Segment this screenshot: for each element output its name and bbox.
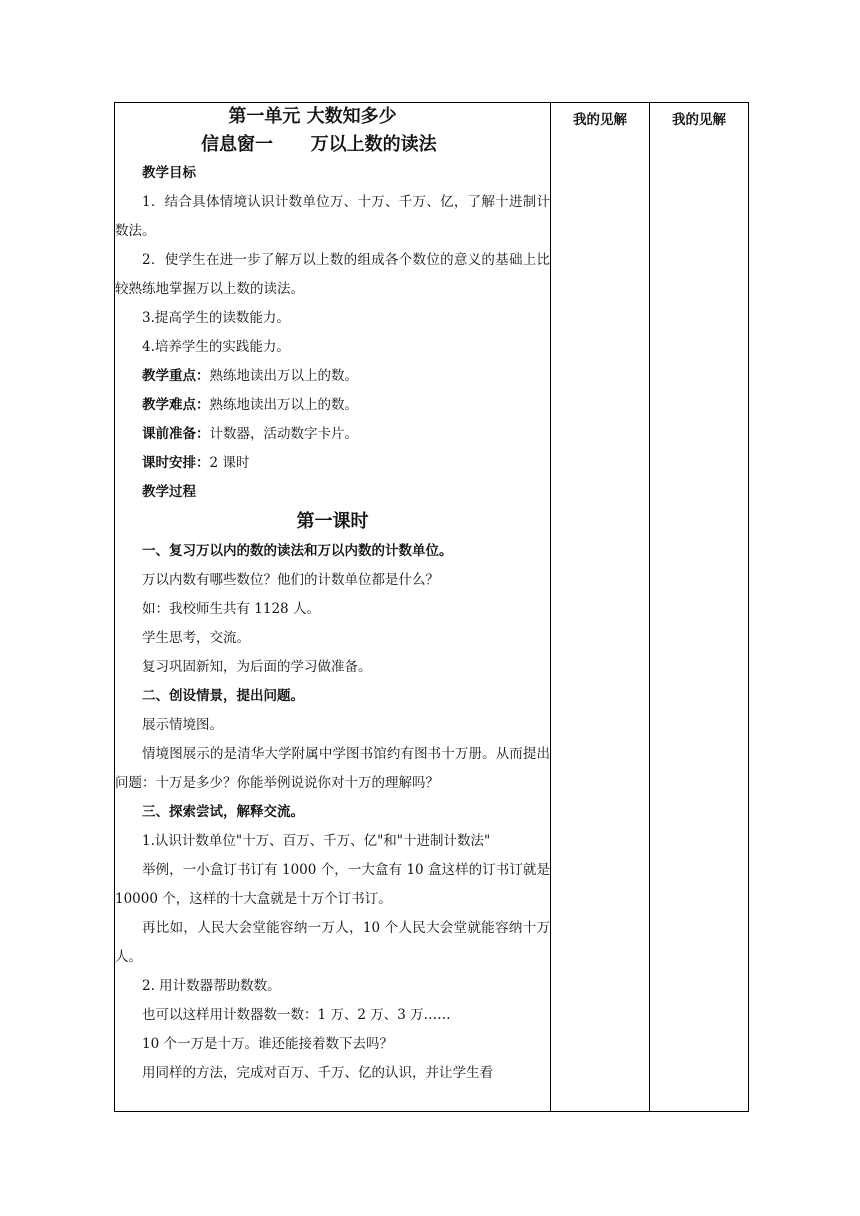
step3-item2: 2. 用计数器帮助数数。	[142, 978, 281, 994]
step3-item1: 1.认识计数单位"十万、百万、千万、亿"和"十进制计数法"	[142, 833, 491, 849]
notes-header-2: 我的见解	[672, 112, 726, 128]
lesson-plan-table	[114, 102, 749, 1112]
step1-question: 万以内数有哪些数位？他们的计数单位都是什么？	[142, 572, 439, 588]
step1-example: 如：我校师生共有 1128 人。	[142, 601, 320, 617]
step3-people: 再比如，人民大会堂能容纳一万人，10 个人民大会堂就能容纳十万人。	[115, 920, 550, 965]
key-point-text: 熟练地读出万以上的数。	[209, 368, 358, 384]
goal-3: 3.提高学生的读数能力。	[142, 310, 290, 326]
key-point-label: 教学重点：	[142, 368, 210, 384]
step1-think: 学生思考，交流。	[142, 630, 250, 646]
process-heading: 教学过程	[142, 484, 196, 500]
info-window-title: 信息窗一 万以上数的读法	[201, 134, 437, 155]
goals-heading: 教学目标	[142, 165, 196, 181]
notes-column-1	[551, 103, 650, 1112]
notes-column-2	[650, 103, 749, 1112]
step2-description: 情境图展示的是清华大学附属中学图书馆约有图书十万册。从而提出问题：十万是多少？你能举例说说你对十万的理解吗？	[115, 746, 550, 791]
unit-title: 第一单元 大数知多少	[228, 106, 397, 127]
preparation-label: 课前准备：	[142, 426, 210, 442]
step3-count: 也可以这样用计数器数一数：1 万、2 万、3 万……	[142, 1007, 451, 1023]
key-point	[115, 362, 550, 391]
step3-example: 举例，一小盒订书订有 1000 个，一大盒有 10 盒这样的订书订就是 10000 个，这样的十大盒就是十万个订书订。	[115, 862, 550, 907]
difficult-point-label: 教学难点：	[142, 397, 210, 413]
time-arrangement-text: 2 课时	[209, 455, 250, 471]
lesson-content-cell	[115, 103, 551, 1112]
step3-same: 用同样的方法，完成对百万、千万、亿的认识，并让学生看	[142, 1065, 493, 1081]
difficult-point	[115, 391, 550, 420]
notes-header-1: 我的见解	[573, 112, 627, 128]
preparation-text: 计数器，活动数字卡片。	[209, 426, 358, 442]
goal-4: 4.培养学生的实践能力。	[142, 339, 290, 355]
step3-heading: 三、探索尝试，解释交流。	[142, 804, 304, 820]
time-arrangement	[115, 449, 550, 478]
step2-heading: 二、创设情景，提出问题。	[142, 688, 304, 704]
step1-heading: 一、复习万以内的数的读法和万以内数的计数单位。	[142, 543, 453, 559]
preparation	[115, 420, 550, 449]
step1-review: 复习巩固新知，为后面的学习做准备。	[142, 659, 372, 675]
lesson-title: 第一课时	[296, 511, 369, 532]
goal-2: 2．使学生在进一步了解万以上数的组成各个数位的意义的基础上比较熟练地掌握万以上数的读法。	[115, 252, 550, 297]
difficult-point-text: 熟练地读出万以上的数。	[209, 397, 358, 413]
step2-show: 展示情境图。	[142, 717, 223, 733]
goal-1: 1．结合具体情境认识计数单位万、十万、千万、亿，了解十进制计数法。	[115, 194, 550, 239]
step3-ten: 10 个一万是十万。谁还能接着数下去吗？	[142, 1036, 393, 1052]
time-arrangement-label: 课时安排：	[142, 455, 210, 471]
